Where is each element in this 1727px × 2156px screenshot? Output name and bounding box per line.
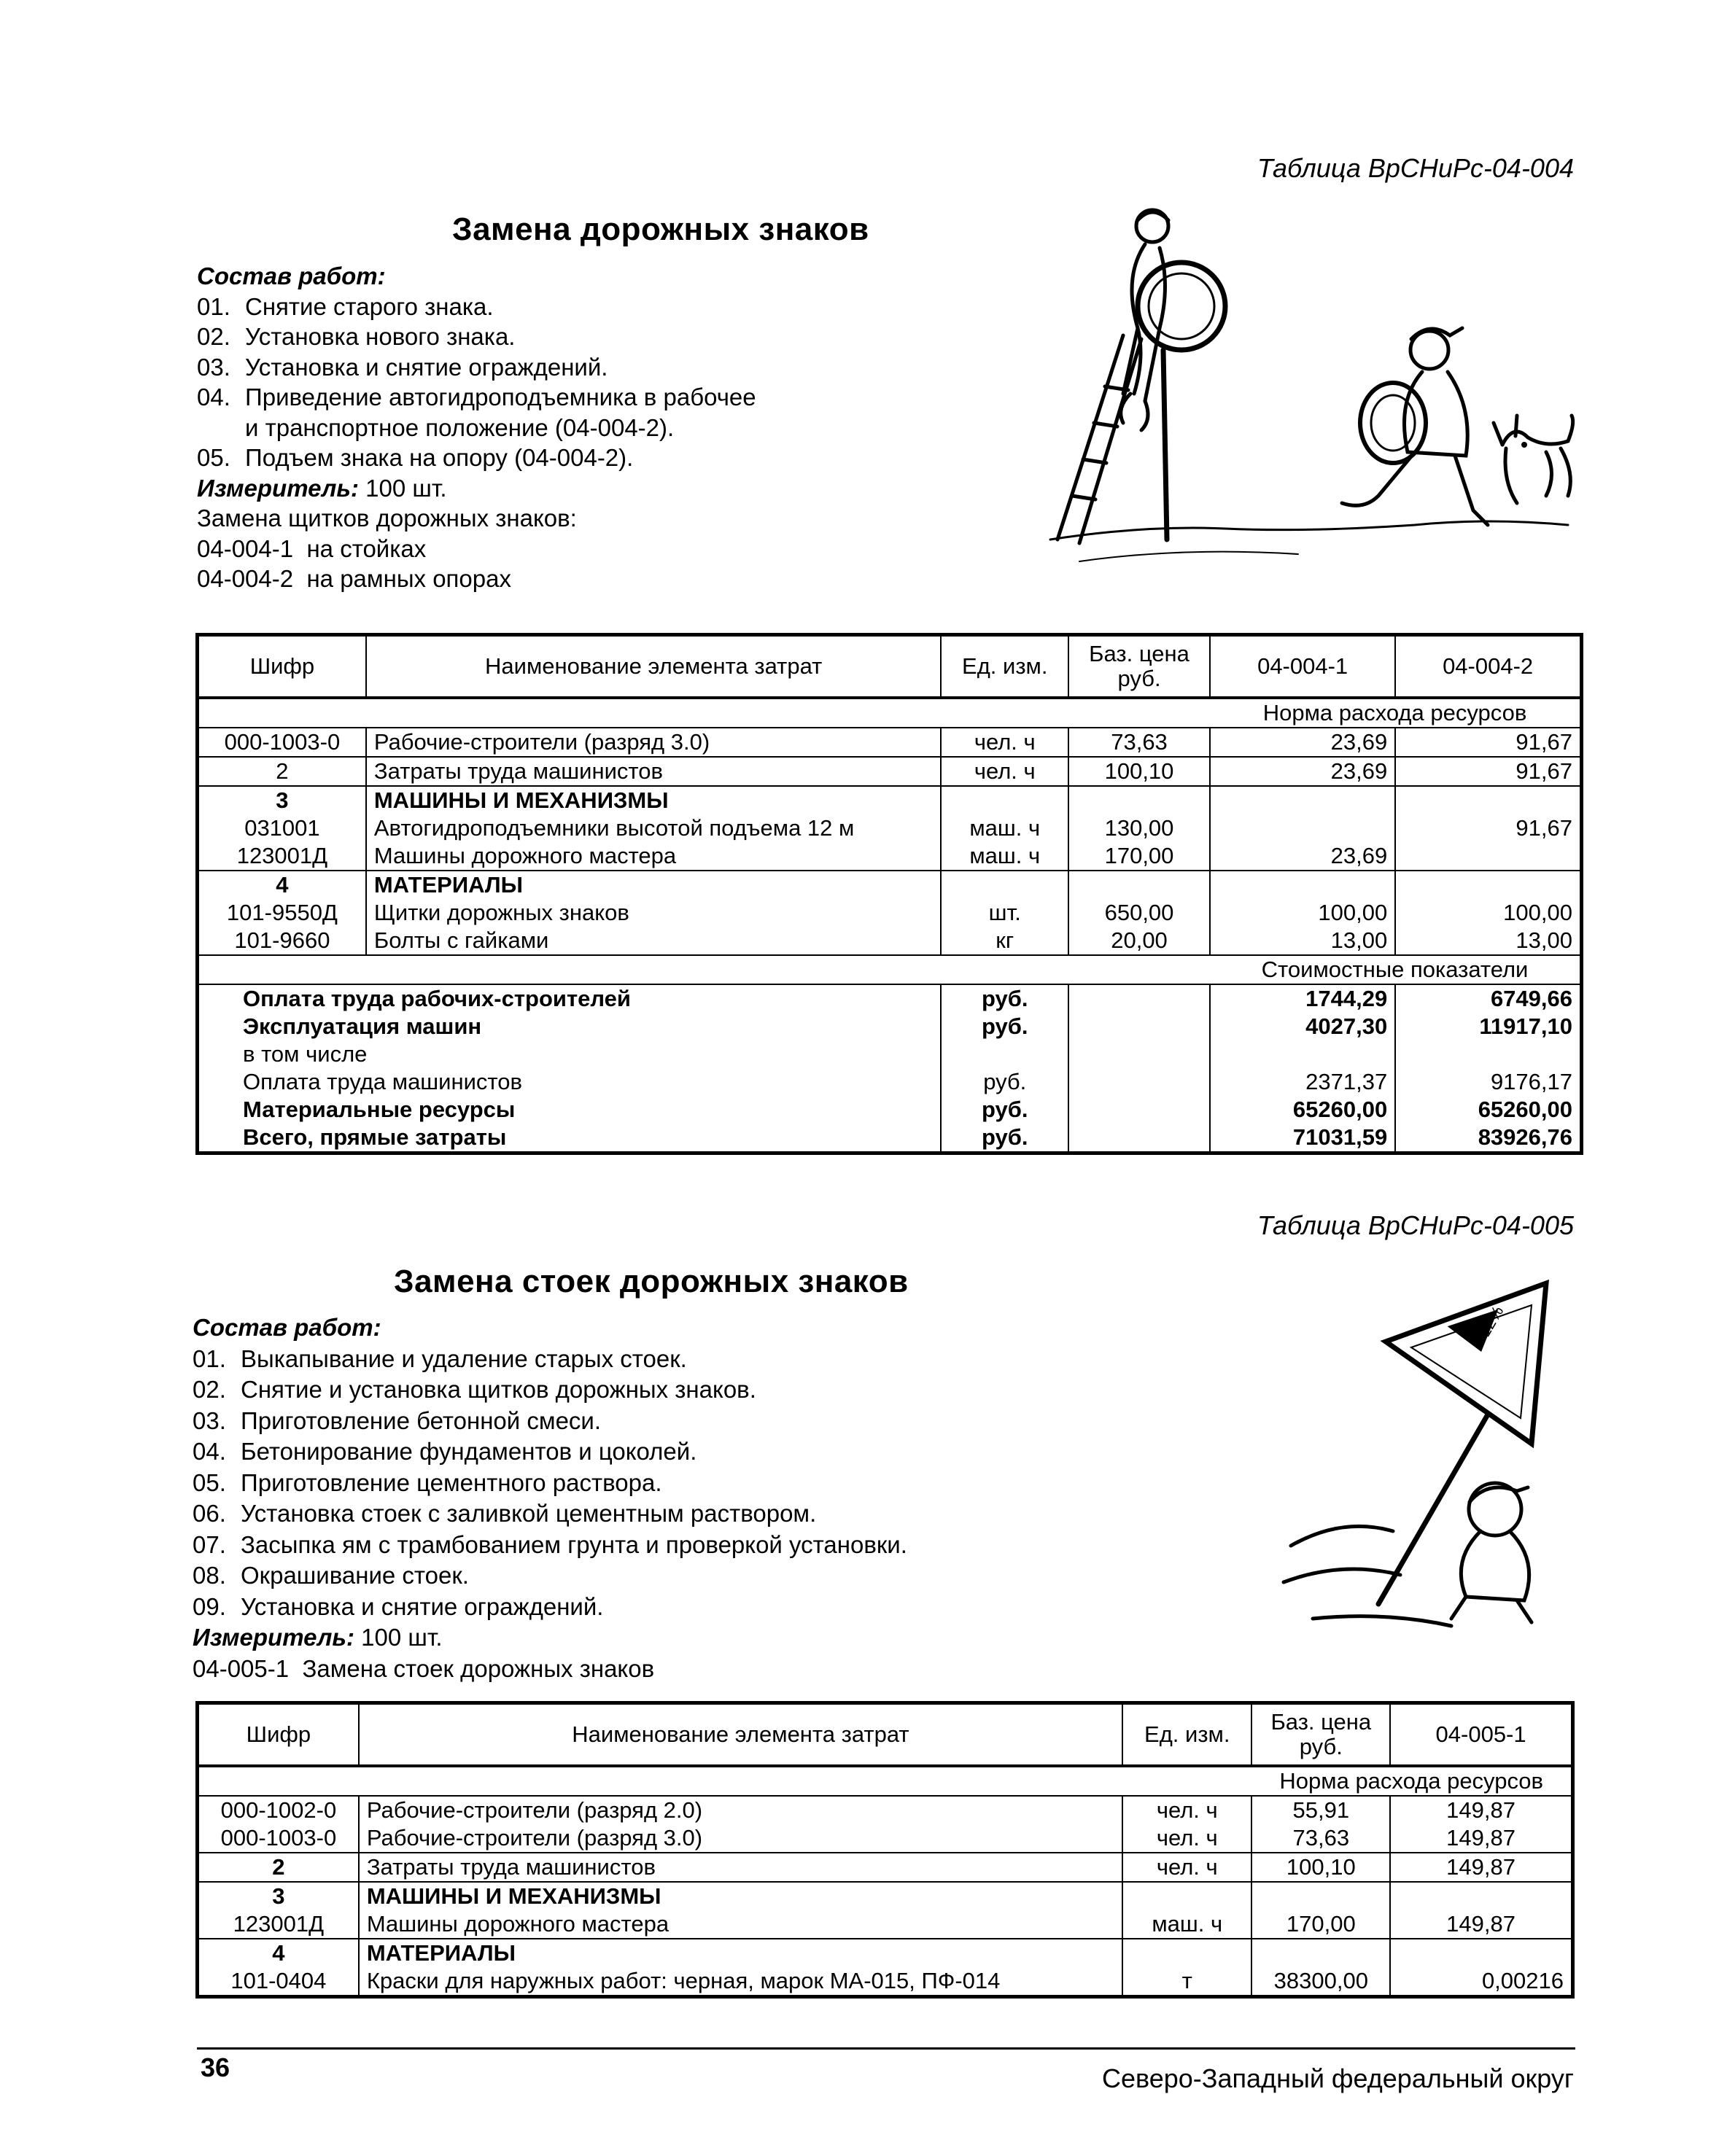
col-header-code: Шифр <box>198 635 366 698</box>
table-cell: чел. ч <box>941 728 1068 757</box>
worker-sign-illustration <box>1269 1269 1583 1633</box>
table-cell: 91,67 <box>1395 728 1581 757</box>
cost-row <box>198 984 1582 1013</box>
work-item: 09. Установка и снятие ограждений. <box>193 1592 604 1620</box>
table-cell: 3 <box>198 1882 359 1910</box>
page-number: 36 <box>201 2052 230 2082</box>
table-cell: 71031,59 <box>1210 1124 1395 1153</box>
table-cell: Болты с гайками <box>366 927 942 955</box>
table-cell: 83926,76 <box>1395 1124 1581 1153</box>
table-cell: 23,69 <box>1210 728 1395 757</box>
table-cell <box>941 871 1068 899</box>
table-cell: 2 <box>198 757 366 786</box>
works-block-2 <box>193 1312 907 1684</box>
table-header <box>198 635 1582 698</box>
cost-label: Стоимостные показатели <box>1210 955 1581 984</box>
work-item: 06. Установка стоек с заливкой цементным раствором. <box>193 1500 817 1527</box>
code-line: 04-004-2 на рамных опорах <box>197 565 511 592</box>
table-cell: в том числе <box>198 1040 942 1068</box>
table-row <box>198 1796 1573 1824</box>
table-row <box>198 728 1582 757</box>
table-cell: 9176,17 <box>1395 1068 1581 1096</box>
footer-region: Северо-Западный федеральный округ <box>1101 2063 1574 2093</box>
table-cell <box>1122 1939 1251 1967</box>
section-title-1: Замена дорожных знаков <box>452 211 869 247</box>
cost-row <box>198 1124 1582 1153</box>
table-cell: МАШИНЫ И МЕХАНИЗМЫ <box>359 1882 1122 1910</box>
table-cell: 149,87 <box>1390 1853 1572 1882</box>
cost-row <box>198 1013 1582 1040</box>
table-caption-2: Таблица ВрСНиРс-04-005 <box>1257 1210 1574 1240</box>
resources-table-2 <box>195 1701 1575 1999</box>
norm-label: Норма расхода ресурсов <box>1251 1766 1572 1796</box>
work-item: 02. Установка нового знака. <box>197 323 516 350</box>
table-cell <box>1395 871 1581 899</box>
table-cell: 4 <box>198 871 366 899</box>
table-cell: 123001Д <box>198 842 366 871</box>
work-item: 03. Приготовление бетонной смеси. <box>193 1406 602 1434</box>
table-cell: 100,10 <box>1068 757 1210 786</box>
table-row <box>198 842 1582 871</box>
table-cell <box>1068 871 1210 899</box>
works-label: Состав работ: <box>197 262 386 289</box>
table-caption-1: Таблица ВрСНиРс-04-004 <box>1257 153 1574 183</box>
table-cell: Рабочие-строители (разряд 2.0) <box>359 1796 1122 1824</box>
table-cell: 6749,66 <box>1395 984 1581 1013</box>
table-cell: 65260,00 <box>1210 1096 1395 1124</box>
table-cell <box>1210 1040 1395 1068</box>
table-cell: 23,69 <box>1210 842 1395 871</box>
table-cell <box>198 955 1211 984</box>
table-cell <box>1390 1939 1572 1967</box>
table-cell: 650,00 <box>1068 899 1210 927</box>
work-item: 08. Окрашивание стоек. <box>193 1562 469 1589</box>
table-cell <box>1068 984 1210 1013</box>
table-cell: 91,67 <box>1395 814 1581 842</box>
table-cell: Материальные ресурсы <box>198 1096 942 1124</box>
table-cell: 031001 <box>198 814 366 842</box>
table-cell: Щитки дорожных знаков <box>366 899 942 927</box>
table-cell: Затраты труда машинистов <box>366 757 942 786</box>
table-cell: чел. ч <box>941 757 1068 786</box>
col-header-unit: Ед. изм. <box>1122 1703 1251 1767</box>
table-cell: руб. <box>941 1068 1068 1096</box>
work-item: 03. Установка и снятие ограждений. <box>197 353 608 381</box>
work-item: 07. Засыпка ям с трамбованием грунта и проверкой установки. <box>193 1530 907 1558</box>
table-cell: 101-0404 <box>198 1967 359 1997</box>
table-cell: 101-9550Д <box>198 899 366 927</box>
table-cell: 73,63 <box>1251 1824 1390 1853</box>
table-cell: 2 <box>198 1853 359 1882</box>
table-cell: 91,67 <box>1395 757 1581 786</box>
table-cell <box>941 1040 1068 1068</box>
works-label: Состав работ: <box>193 1314 381 1341</box>
table-cell: 000-1002-0 <box>198 1796 359 1824</box>
col-header-04-004-1: 04-004-1 <box>1210 635 1395 698</box>
table-cell: Эксплуатация машин <box>198 1013 942 1040</box>
table-cell: 149,87 <box>1390 1824 1572 1853</box>
table-cell: 38300,00 <box>1251 1967 1390 1997</box>
table-cell <box>1210 786 1395 814</box>
table-cell <box>1210 871 1395 899</box>
col-header-code: Шифр <box>198 1703 359 1767</box>
table-cell: Рабочие-строители (разряд 3.0) <box>366 728 942 757</box>
cost-row <box>198 1040 1582 1068</box>
table-cell: маш. ч <box>1122 1910 1251 1939</box>
table-cell: 100,10 <box>1251 1853 1390 1882</box>
table-row <box>198 757 1582 786</box>
table-cell: руб. <box>941 1096 1068 1124</box>
footer-rule <box>197 2047 1575 2050</box>
table-row <box>198 1853 1573 1882</box>
workers-illustration <box>1036 204 1583 583</box>
table-cell: 73,63 <box>1068 728 1210 757</box>
table-row <box>198 899 1582 927</box>
table-cell <box>1251 1939 1390 1967</box>
table-row <box>198 786 1582 814</box>
table-header <box>198 1703 1573 1767</box>
table-cell <box>1395 1040 1581 1068</box>
col-header-price: Баз. цена руб. <box>1251 1703 1390 1767</box>
table-cell: Автогидроподъемники высотой подъема 12 м <box>366 814 942 842</box>
table-cell <box>1068 1040 1210 1068</box>
col-header-04-005-1: 04-005-1 <box>1390 1703 1572 1767</box>
table-row <box>198 1824 1573 1853</box>
table-cell <box>941 786 1068 814</box>
work-item: 01. Снятие старого знака. <box>197 292 494 320</box>
cost-label-row <box>198 955 1582 984</box>
col-header-price: Баз. цена руб. <box>1068 635 1210 698</box>
table-cell: 13,00 <box>1210 927 1395 955</box>
table-cell: 4027,30 <box>1210 1013 1395 1040</box>
work-item: 04. Приведение автогидроподъемника в рабочее <box>197 384 756 410</box>
table-cell: 149,87 <box>1390 1796 1572 1824</box>
table-cell: 20,00 <box>1068 927 1210 955</box>
table-cell: МАТЕРИАЛЫ <box>359 1939 1122 1967</box>
table-cell: 170,00 <box>1068 842 1210 871</box>
norm-label-row <box>198 1766 1573 1796</box>
table-cell: руб. <box>941 984 1068 1013</box>
section-title-2: Замена стоек дорожных знаков <box>394 1264 909 1299</box>
table-cell: 000-1003-0 <box>198 1824 359 1853</box>
table-row <box>198 871 1582 899</box>
table-row <box>198 1967 1573 1997</box>
work-item: 01. Выкапывание и удаление старых стоек. <box>193 1344 687 1372</box>
table-cell: 101-9660 <box>198 927 366 955</box>
table-cell: 65260,00 <box>1395 1096 1581 1124</box>
work-item: и транспортное положение (04-004-2). <box>245 413 675 441</box>
table-cell: 1744,29 <box>1210 984 1395 1013</box>
cost-row <box>198 1068 1582 1096</box>
table-cell: Рабочие-строители (разряд 3.0) <box>359 1824 1122 1853</box>
table-cell: шт. <box>941 899 1068 927</box>
table-cell: 11917,10 <box>1395 1013 1581 1040</box>
table-cell: Затраты труда машинистов <box>359 1853 1122 1882</box>
table-cell: чел. ч <box>1122 1796 1251 1824</box>
table-cell: 170,00 <box>1251 1910 1390 1939</box>
table-cell: Краски для наружных работ: черная, марок МА-015, ПФ-014 <box>359 1967 1122 1997</box>
table-cell: 000-1003-0 <box>198 728 366 757</box>
table-cell <box>1390 1882 1572 1910</box>
table-cell <box>1210 814 1395 842</box>
table-cell <box>1068 1096 1210 1124</box>
table-cell: Машины дорожного мастера <box>359 1910 1122 1939</box>
table-cell: 2371,37 <box>1210 1068 1395 1096</box>
meter-line: Измеритель: 100 шт. <box>193 1624 443 1651</box>
table-cell <box>1395 786 1581 814</box>
table-cell <box>1395 842 1581 871</box>
table-cell <box>1068 1124 1210 1153</box>
table-cell <box>1068 786 1210 814</box>
work-item: 02. Снятие и установка щитков дорожных знаков. <box>193 1376 756 1403</box>
work-item: 04. Бетонирование фундаментов и цоколей. <box>193 1438 697 1465</box>
meter-line: Измеритель: 100 шт. <box>197 474 447 502</box>
table-cell: Машины дорожного мастера <box>366 842 942 871</box>
work-item: 05. Приготовление цементного раствора. <box>193 1468 662 1496</box>
col-header-unit: Ед. изм. <box>941 635 1068 698</box>
table-cell: Оплата труда машинистов <box>198 1068 942 1096</box>
table-cell: МАТЕРИАЛЫ <box>366 871 942 899</box>
table-cell: Всего, прямые затраты <box>198 1124 942 1153</box>
col-header-04-004-2: 04-004-2 <box>1395 635 1581 698</box>
table-row <box>198 814 1582 842</box>
table-cell: чел. ч <box>1122 1824 1251 1853</box>
table-cell: 100,00 <box>1395 899 1581 927</box>
table-row <box>198 1882 1573 1910</box>
cost-row <box>198 1096 1582 1124</box>
table-row <box>198 1910 1573 1939</box>
table-cell: руб. <box>941 1124 1068 1153</box>
code-line: 04-004-1 на стойках <box>197 534 427 562</box>
table-cell: 55,91 <box>1251 1796 1390 1824</box>
table-cell <box>1122 1882 1251 1910</box>
table-cell: кг <box>941 927 1068 955</box>
table-cell: МАШИНЫ И МЕХАНИЗМЫ <box>366 786 942 814</box>
table-cell <box>1068 1013 1210 1040</box>
code-line: 04-005-1 Замена стоек дорожных знаков <box>193 1654 655 1682</box>
table-row <box>198 1939 1573 1967</box>
norm-label-row <box>198 698 1582 728</box>
table-cell: 13,00 <box>1395 927 1581 955</box>
table-cell <box>1251 1882 1390 1910</box>
table-cell: 3 <box>198 786 366 814</box>
table-cell <box>198 1766 1252 1796</box>
table-cell <box>198 698 1211 728</box>
table-cell: 149,87 <box>1390 1910 1572 1939</box>
norm-label: Норма расхода ресурсов <box>1210 698 1581 728</box>
table-cell: т <box>1122 1967 1251 1997</box>
table-cell: маш. ч <box>941 814 1068 842</box>
table-cell: 130,00 <box>1068 814 1210 842</box>
works-block-1 <box>197 261 756 594</box>
description: Замена щитков дорожных знаков: <box>197 505 577 532</box>
table-cell: 0,00216 <box>1390 1967 1572 1997</box>
table-cell: 4 <box>198 1939 359 1967</box>
work-item: 05. Подъем знака на опору (04-004-2). <box>197 444 634 471</box>
table-cell: чел. ч <box>1122 1853 1251 1882</box>
table-cell: 123001Д <box>198 1910 359 1939</box>
table-cell: Оплата труда рабочих-строителей <box>198 984 942 1013</box>
col-header-name: Наименование элемента затрат <box>359 1703 1122 1767</box>
table-cell <box>1068 1068 1210 1096</box>
sign-text: 12% <box>1475 1302 1507 1340</box>
table-cell: руб. <box>941 1013 1068 1040</box>
table-cell: 23,69 <box>1210 757 1395 786</box>
table-cell: маш. ч <box>941 842 1068 871</box>
resources-table-1 <box>195 633 1583 1155</box>
col-header-name: Наименование элемента затрат <box>366 635 942 698</box>
table-row <box>198 927 1582 955</box>
table-cell: 100,00 <box>1210 899 1395 927</box>
